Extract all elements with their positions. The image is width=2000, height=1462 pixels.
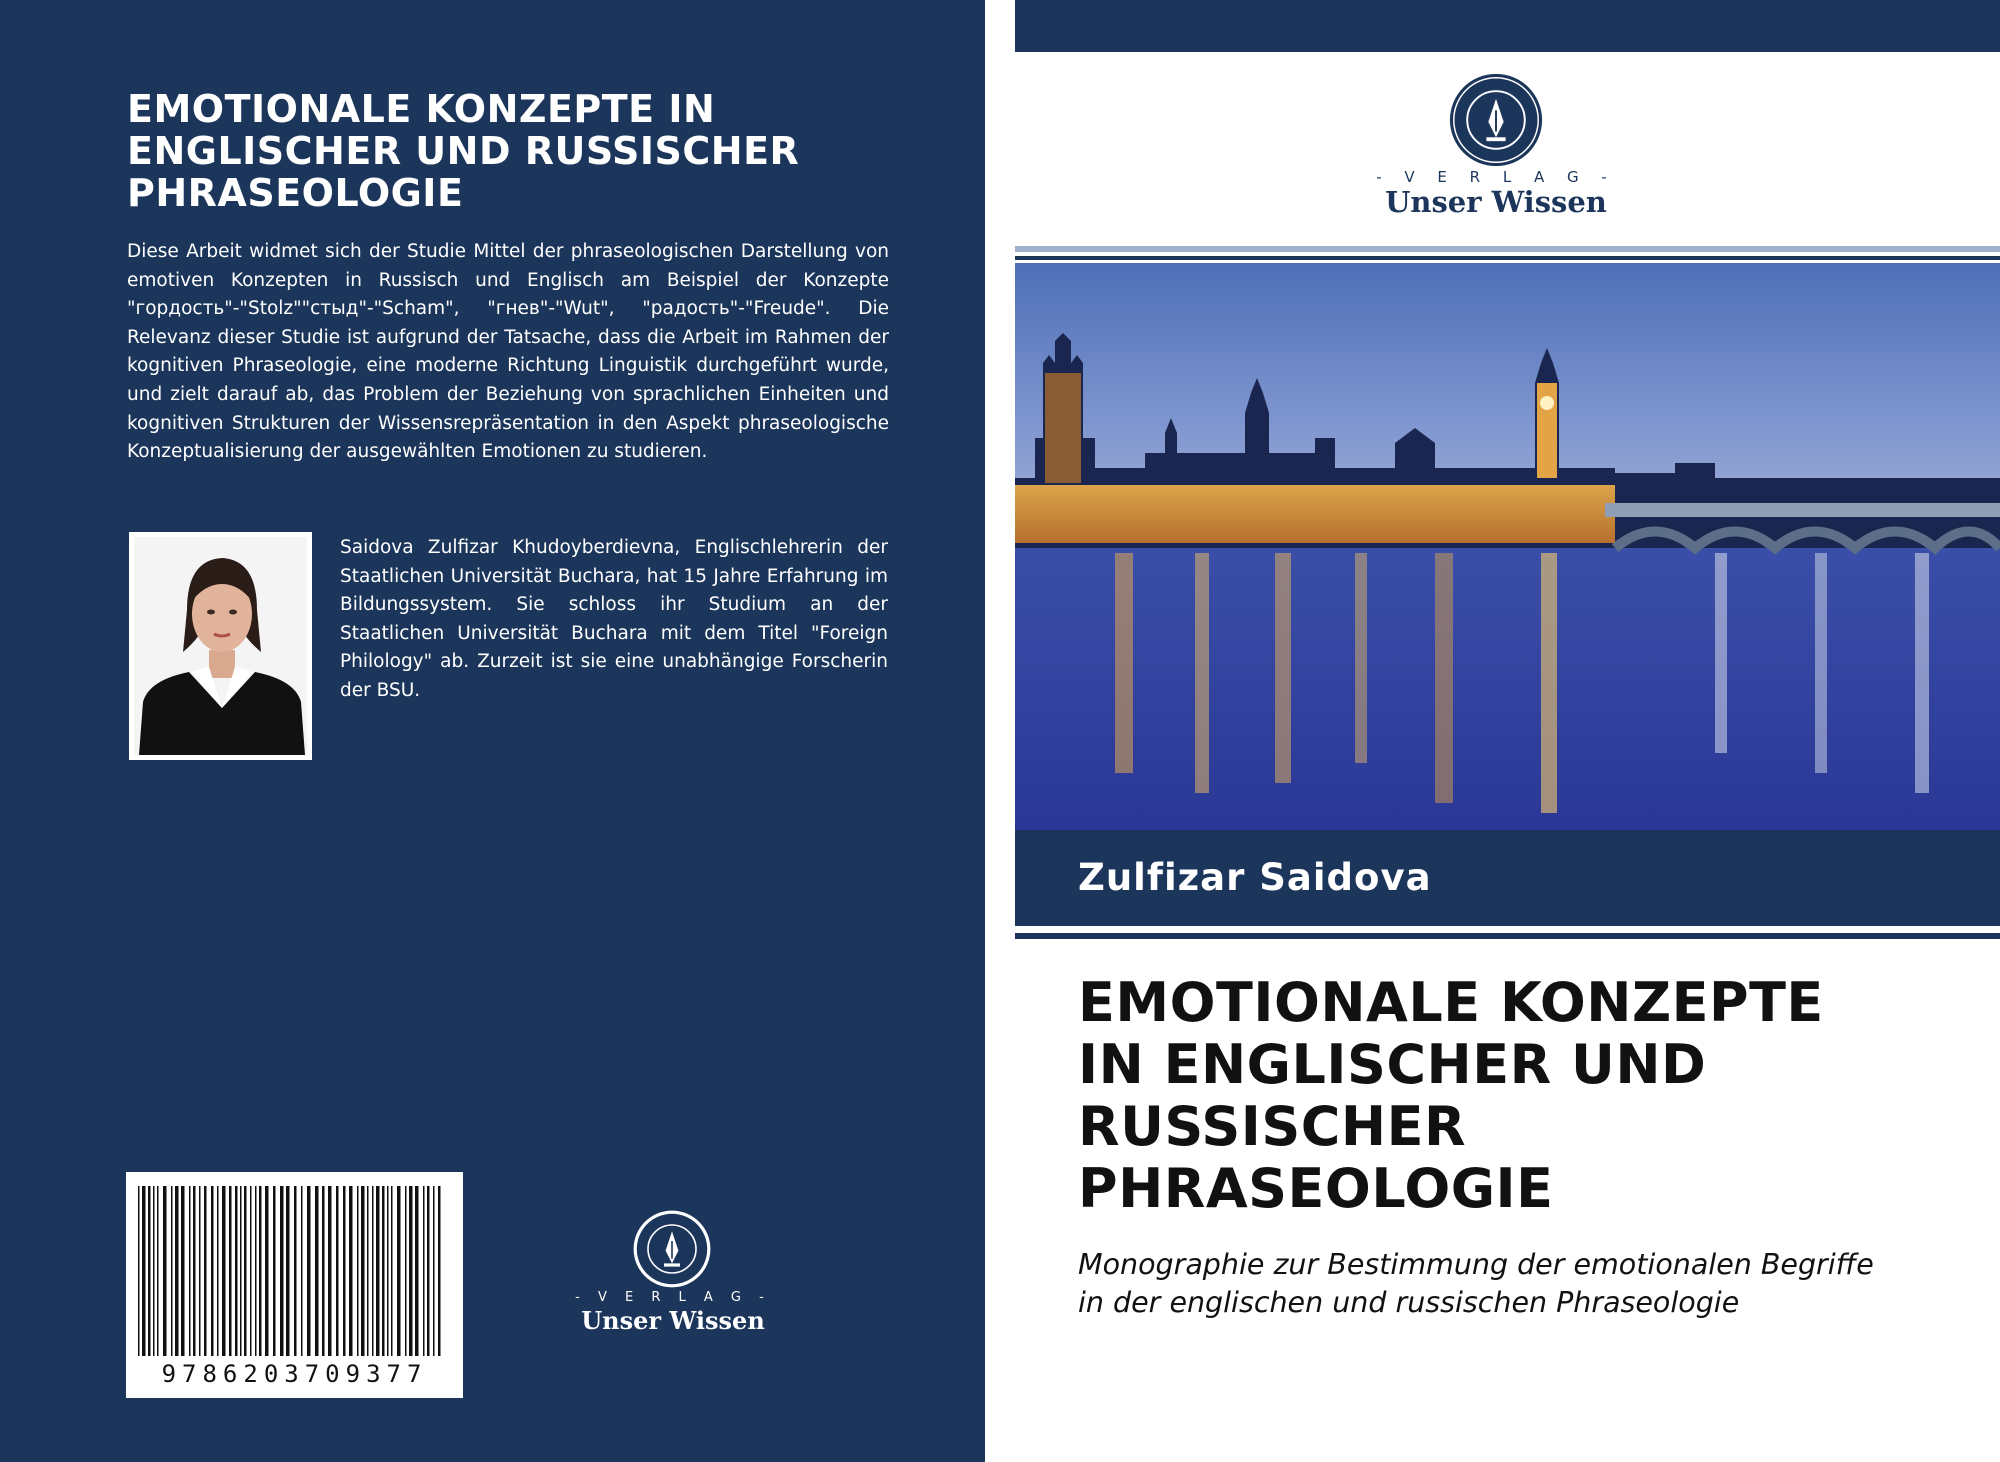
decorative-rule — [1015, 933, 2000, 939]
barcode-bar — [433, 1186, 435, 1356]
barcode-bar — [405, 1186, 407, 1356]
barcode-bar — [409, 1186, 413, 1356]
barcode-bar — [193, 1186, 196, 1356]
barcode-bar — [372, 1186, 374, 1356]
barcode-bar — [315, 1186, 319, 1356]
front-cover-title: EMOTIONALE KONZEPTE IN ENGLISCHER UND RUSSISCHER PHRASEOLOGIE — [1078, 971, 1824, 1220]
author-name: Zulfizar Saidova — [1078, 856, 1432, 899]
barcode-bar — [175, 1186, 179, 1356]
barcode-bar — [153, 1186, 155, 1356]
barcode-bar — [280, 1186, 284, 1356]
back-cover-title: EMOTIONALE KONZEPTE IN ENGLISCHER UND RUSSISCHER PHRASEOLOGIE — [127, 87, 800, 215]
barcode-bar — [265, 1186, 269, 1356]
front-top-bar — [1015, 0, 2000, 52]
barcode-bar — [240, 1186, 242, 1356]
barcode-bar — [229, 1186, 232, 1356]
westminster-night-photo — [1015, 263, 2000, 830]
barcode-bar — [349, 1186, 353, 1356]
decorative-rule — [1015, 246, 2000, 252]
barcode-bar — [438, 1186, 441, 1356]
barcode-bar — [397, 1186, 401, 1356]
barcode-bar — [235, 1186, 238, 1356]
barcode-bar — [142, 1186, 146, 1356]
barcode-bar — [217, 1186, 219, 1356]
author-bio: Saidova Zulfizar Khudoyberdievna, Englischlehrerin der Staatlichen Universität Buchara, hat 15 Jahre Erfahrung im Bildungssystem. Sie schloss ihr Studium an der Staatlichen Universität Buchara mit dem Titel "Foreign Philology" ab. Zurzeit ist sie eine unabhängige Forscherin der BSU. — [340, 537, 888, 701]
barcode-digits: 9786203709377 — [161, 1360, 428, 1388]
barcode-bar — [382, 1186, 385, 1356]
publisher-verlag-label: - V E R L A G - — [575, 1290, 771, 1305]
barcode-bar — [301, 1186, 303, 1356]
publisher-seal-icon — [1448, 72, 1544, 168]
barcode-bar — [391, 1186, 393, 1356]
barcode-bar — [244, 1186, 247, 1356]
back-cover-description: Diese Arbeit widmet sich der Studie Mittel der phraseologischen Darstellung von emotiven Konzepten in Russisch und Englisch am Beispiel der Konzepte "гордость"-"Stolz""стыд"-"Scham", "гнев"-"Wut", "радость"-"Freude". Die Relevanz dieser Studie ist aufgrund der Tatsache, dass die Arbeit im Rahmen der kognitiven Phraseologie, eine moderne Richtung Linguistik durchgeführt wurde, und zielt darauf ab, das Problem der Beziehung von sprachlichen Einheiten und kognitiven Strukturen der Wissensrepräsentation in den Aspekt phraseologische Konzeptualisierung der ausgewählten Emotionen zu studieren. — [127, 241, 889, 463]
barcode-bar — [387, 1186, 389, 1356]
barcode-bar — [376, 1186, 380, 1356]
barcode-bar — [361, 1186, 365, 1356]
isbn-barcode — [126, 1172, 463, 1398]
barcode-bar — [189, 1186, 191, 1356]
barcode-bar — [357, 1186, 359, 1356]
barcode-bar — [211, 1186, 214, 1356]
barcode-bar — [273, 1186, 276, 1356]
barcode-bar — [336, 1186, 339, 1356]
barcode-bar — [367, 1186, 369, 1356]
barcode-bars — [134, 1186, 455, 1362]
barcode-bar — [255, 1186, 257, 1356]
barcode-bar — [204, 1186, 207, 1356]
barcode-bar — [307, 1186, 311, 1356]
barcode-bar — [343, 1186, 346, 1356]
publisher-name: Unser Wissen — [581, 1306, 765, 1335]
barcode-bar — [181, 1186, 185, 1356]
barcode-bar — [222, 1186, 226, 1356]
barcode-bar — [415, 1186, 419, 1356]
barcode-bar — [171, 1186, 173, 1356]
spine-gap — [985, 0, 1015, 1462]
barcode-bar — [138, 1186, 140, 1356]
barcode-bar — [294, 1186, 297, 1356]
barcode-bar — [423, 1186, 425, 1356]
barcode-bar — [328, 1186, 332, 1356]
decorative-rule — [1015, 256, 2000, 260]
barcode-bar — [148, 1186, 151, 1356]
barcode-bar — [199, 1186, 201, 1356]
barcode-bar — [157, 1186, 159, 1356]
barcode-bar — [163, 1186, 167, 1356]
barcode-bar — [427, 1186, 430, 1356]
barcode-bar — [286, 1186, 290, 1356]
front-cover-subtitle: Monographie zur Bestimmung der emotionalen Begriffe in der englischen und russischen Phraseologie — [1078, 1248, 1874, 1319]
barcode-bar — [322, 1186, 325, 1356]
publisher-verlag-label: - V E R L A G - — [1376, 168, 1616, 186]
author-photo — [129, 532, 312, 760]
barcode-bar — [259, 1186, 262, 1356]
publisher-seal-icon — [632, 1209, 712, 1289]
publisher-name: Unser Wissen — [1385, 185, 1607, 219]
barcode-bar — [250, 1186, 252, 1356]
